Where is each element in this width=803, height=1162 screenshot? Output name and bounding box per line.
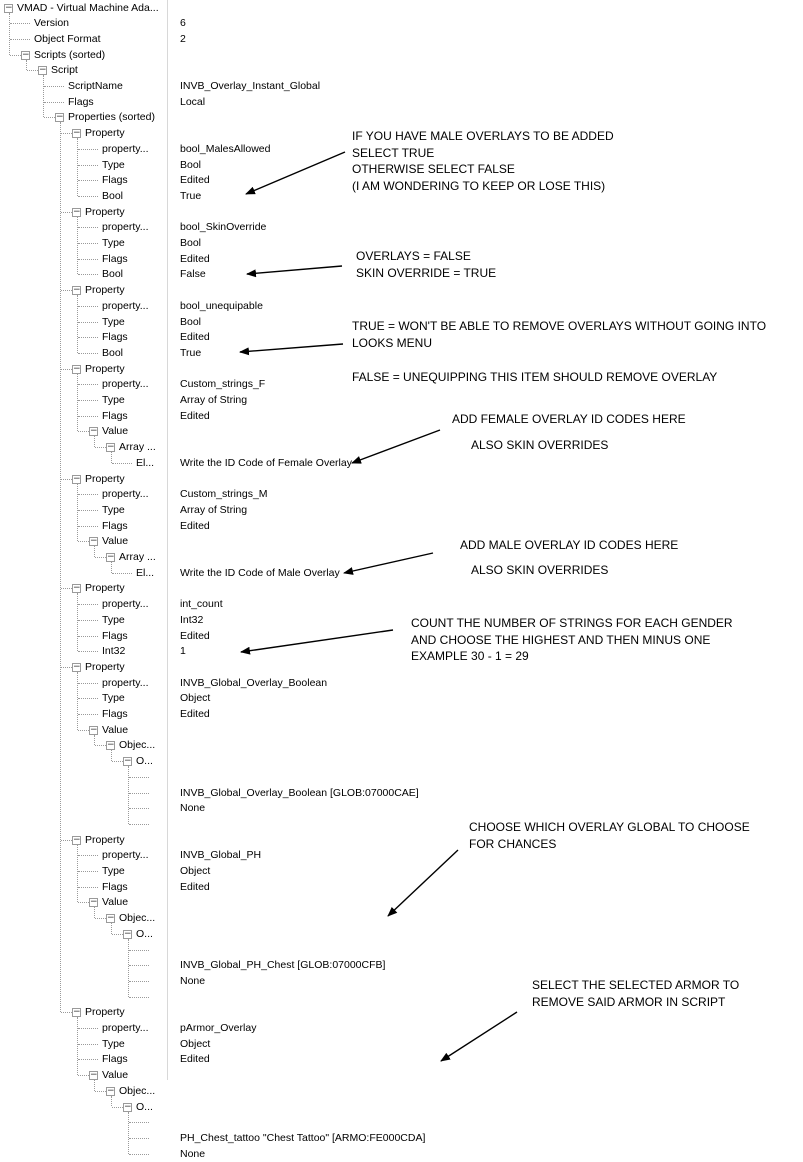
tree-row-value: INVB_Overlay_Instant_Global <box>180 80 321 92</box>
collapse-toggle-icon[interactable]: − <box>124 756 132 767</box>
note-line: EXAMPLE 30 - 1 = 29 <box>411 649 529 663</box>
collapse-toggle-icon[interactable]: − <box>56 112 64 123</box>
tree-row-label: Flags <box>102 252 128 265</box>
note-unequipable-true <box>352 318 766 351</box>
tree-row-label: property... <box>102 598 149 611</box>
tree-connector <box>129 1138 149 1139</box>
note-line: COUNT THE NUMBER OF STRINGS FOR EACH GENDER <box>411 616 733 630</box>
tree-row-label: Bool <box>102 189 124 202</box>
note-males-allowed <box>352 128 614 194</box>
collapse-toggle-icon[interactable]: − <box>73 128 81 139</box>
tree-row-label: Int32 <box>102 645 126 658</box>
tree-row-value: Edited <box>180 331 210 344</box>
tree-row-label: Flags <box>68 95 94 108</box>
note-line: OTHERWISE SELECT FALSE <box>352 162 515 176</box>
note-line: SELECT THE SELECTED ARMOR TO <box>532 978 740 992</box>
tree-row-label: Array ... <box>119 441 156 454</box>
tree-row-value: Edited <box>180 708 210 720</box>
tree-row-value: Custom_strings_F <box>180 378 266 391</box>
tree-row-label: Type <box>102 613 125 626</box>
tree-row-label: Property <box>85 127 125 140</box>
tree-row-label: ScriptName <box>68 80 123 92</box>
note-line: LOOKS MENU <box>352 335 433 350</box>
tree-row-label: Type <box>102 394 125 406</box>
note-line: SKIN OVERRIDE = TRUE <box>356 265 497 280</box>
tree-row-value: Array of String <box>180 394 248 406</box>
tree-row-value: Write the ID Code of Female Overlay <box>180 456 352 469</box>
tree-row-label: Property <box>85 362 125 375</box>
collapse-toggle-icon[interactable]: − <box>90 1070 98 1081</box>
collapse-toggle-icon[interactable]: − <box>90 426 98 437</box>
tree-row-value: Edited <box>180 629 210 642</box>
tree-row-label: Object Format <box>34 32 101 45</box>
note-line: ADD MALE OVERLAY ID CODES HERE <box>460 538 679 552</box>
tree-row-value: Write the ID Code of Male Overlay <box>180 566 340 579</box>
note-int-count <box>411 615 733 665</box>
tree-connector <box>129 1122 149 1123</box>
tree-row-label: Array ... <box>119 551 156 563</box>
tree-row-label: El... <box>136 456 155 469</box>
tree-row[interactable] <box>0 1147 803 1162</box>
note-line: REMOVE SAID ARMOR IN SCRIPT <box>532 994 726 1009</box>
collapse-toggle-icon[interactable]: − <box>73 1007 81 1018</box>
tree-row-value: Edited <box>180 409 210 422</box>
tree-row-value: True <box>180 346 202 359</box>
collapse-toggle-icon[interactable]: − <box>73 285 81 296</box>
tree-row-value: Bool <box>180 158 202 171</box>
tree-row-label: property... <box>102 378 149 391</box>
tree-row-value: Edited <box>180 519 210 532</box>
tree-row-value: bool_MalesAllowed <box>180 142 271 155</box>
tree-row-label: Scripts (sorted) <box>34 48 106 61</box>
tree-row[interactable] <box>0 1115 803 1130</box>
tree-connector <box>112 1107 123 1108</box>
tree-row-label: Objec... <box>119 912 156 925</box>
tree-row-value: INVB_Global_Overlay_Boolean [GLOB:07000CAE] <box>180 786 419 799</box>
tree-row-label: Value <box>102 896 129 909</box>
tree-row-value: Edited <box>180 1053 210 1066</box>
tree-row-label: Value <box>102 1069 129 1082</box>
tree-row-value: INVB_Global_PH_Chest [GLOB:07000CFB] <box>180 959 386 972</box>
tree-row-value: Object <box>180 692 211 705</box>
note-female-ids <box>452 411 686 428</box>
tree-row-value: Custom_strings_M <box>180 488 268 501</box>
note-line: ADD FEMALE OVERLAY ID CODES HERE <box>452 412 686 426</box>
tree-row-value: 2 <box>180 32 186 45</box>
collapse-toggle-icon[interactable]: − <box>90 897 98 908</box>
collapse-toggle-icon[interactable]: − <box>107 1085 115 1096</box>
collapse-toggle-icon[interactable]: − <box>73 363 81 374</box>
collapse-toggle-icon[interactable]: − <box>73 206 81 217</box>
annotation-arrow <box>388 850 458 916</box>
tree-row-value: Edited <box>180 252 210 265</box>
tree-row-label: Flags <box>102 331 128 344</box>
tree-row-label: Type <box>102 503 125 516</box>
note-line: CHOOSE WHICH OVERLAY GLOBAL TO CHOOSE <box>469 820 750 834</box>
tree-row-label: Flags <box>102 1053 128 1066</box>
tree-row-value: None <box>180 802 206 815</box>
note-line: SELECT TRUE <box>352 145 435 160</box>
collapse-toggle-icon[interactable]: − <box>90 724 98 735</box>
note-line: FOR CHANCES <box>469 836 557 851</box>
collapse-toggle-icon[interactable]: − <box>124 928 132 939</box>
tree-row-label: Type <box>102 315 125 328</box>
tree-row-label: Value <box>102 723 129 736</box>
tree-row-value: bool_unequipable <box>180 299 263 312</box>
tree-row-label: Type <box>102 158 125 171</box>
annotation-arrow <box>247 266 342 274</box>
tree-row-label: Flags <box>102 880 128 893</box>
tree-row-label: property... <box>102 299 149 312</box>
collapse-toggle-icon[interactable]: − <box>107 442 115 453</box>
tree-row-value: Object <box>180 1037 211 1050</box>
tree-row-label: Type <box>102 865 125 877</box>
tree-row-label: Type <box>102 692 125 705</box>
tree-connector <box>95 1091 106 1092</box>
note-male-skin <box>471 562 608 579</box>
tree-row-label: Value <box>102 425 129 438</box>
note-line: OVERLAYS = FALSE <box>356 249 471 263</box>
tree-row-value: Bool <box>180 315 202 328</box>
tree-row-label: Property <box>85 284 125 297</box>
tree-row-label: Property <box>85 1006 125 1019</box>
tree-row-label: Script <box>51 64 78 77</box>
note-line: TRUE = WON'T BE ABLE TO REMOVE OVERLAYS WITHOUT GOING INTO <box>352 319 767 333</box>
tree-row-label: property... <box>102 1022 149 1034</box>
tree-row-label: Bool <box>102 346 124 359</box>
tree-row-value: bool_SkinOverride <box>180 221 267 234</box>
tree-row-label: Flags <box>102 708 128 720</box>
tree-row-label: Flags <box>102 629 128 642</box>
tree-row-value: Edited <box>180 174 210 187</box>
tree-row-label: Objec... <box>119 739 156 752</box>
annotation-arrow <box>344 553 433 573</box>
collapse-toggle-icon[interactable]: − <box>107 913 115 924</box>
tree-row-value: int_count <box>180 598 223 611</box>
tree-row[interactable] <box>0 1100 803 1115</box>
annotation-arrow <box>240 344 343 352</box>
tree-row-label: Property <box>85 833 125 846</box>
tree-row-label: Value <box>102 535 129 548</box>
note-line: IF YOU HAVE MALE OVERLAYS TO BE ADDED <box>352 129 614 143</box>
tree-row-label: O... <box>136 1100 153 1113</box>
collapse-toggle-icon[interactable]: − <box>22 49 30 60</box>
note-line: AND CHOOSE THE HIGHEST AND THEN MINUS ONE <box>411 632 711 647</box>
tree-connector <box>129 1154 149 1155</box>
annotation-arrow <box>441 1012 517 1061</box>
tree-row-label: property... <box>102 849 149 862</box>
collapse-toggle-icon[interactable]: − <box>5 2 13 13</box>
note-female-skin <box>471 437 608 454</box>
tree-row-label: Type <box>102 237 125 249</box>
tree-row-label: Flags <box>102 519 128 532</box>
tree-row-value: INVB_Global_PH <box>180 849 262 862</box>
tree-row-value: Array of String <box>180 503 248 516</box>
tree-row-label: El... <box>136 566 155 579</box>
collapse-toggle-icon[interactable]: − <box>73 583 81 594</box>
tree-row-value: None <box>180 974 206 987</box>
note-unequipable-false <box>352 369 717 386</box>
collapse-toggle-icon[interactable]: − <box>73 661 81 672</box>
tree-row-value: 1 <box>180 645 186 658</box>
note-male-ids <box>460 537 678 554</box>
tree-row-value: False <box>180 268 206 281</box>
tree-row-label: O... <box>136 755 153 768</box>
tree-row-value: True <box>180 189 202 202</box>
collapse-toggle-icon[interactable]: − <box>107 552 115 562</box>
tree-row[interactable] <box>0 1131 803 1146</box>
collapse-toggle-icon[interactable]: − <box>90 536 98 547</box>
tree-row-label: VMAD - Virtual Machine Ada... <box>17 1 159 14</box>
collapse-toggle-icon[interactable]: − <box>39 65 47 76</box>
tree-connector <box>94 1080 95 1091</box>
tree-row-value: Int32 <box>180 613 204 626</box>
tree-row-label: Flags <box>102 409 128 422</box>
tree-row-value: pArmor_Overlay <box>180 1022 257 1034</box>
tree-row-label: Property <box>85 660 125 673</box>
tree-connector <box>128 1112 129 1154</box>
tree-row-label: property... <box>102 676 149 689</box>
annotation-arrow <box>246 152 345 194</box>
tree-row-value: Edited <box>180 880 210 893</box>
note-line: ALSO SKIN OVERRIDES <box>471 563 609 577</box>
tree-row-label: Bool <box>102 268 124 281</box>
tree-row-label: Flags <box>102 174 128 187</box>
tree-row-label: property... <box>102 142 149 155</box>
annotation-arrow <box>241 630 393 652</box>
tree-row-label: Version <box>34 17 70 30</box>
tree-row-label: O... <box>136 927 153 940</box>
tree-row-value: Local <box>180 95 206 108</box>
note-line: ALSO SKIN OVERRIDES <box>471 438 609 452</box>
tree-row-value: INVB_Global_Overlay_Boolean <box>180 676 328 689</box>
tree-row-value: PH_Chest_tattoo "Chest Tattoo" [ARMO:FE000CDA] <box>180 1131 426 1144</box>
tree-row-label: Type <box>102 1037 125 1050</box>
note-line: FALSE = UNEQUIPPING THIS ITEM SHOULD REMOVE OVERLAY <box>352 370 718 384</box>
tree-row-label: property... <box>102 488 149 501</box>
tree-row-value: 6 <box>180 17 186 30</box>
tree-row-label: property... <box>102 221 149 234</box>
collapse-toggle-icon[interactable]: − <box>107 740 115 751</box>
tree-row[interactable] <box>0 1084 803 1099</box>
collapse-toggle-icon[interactable]: − <box>73 473 81 484</box>
annotation-arrow <box>352 430 440 463</box>
tree-row-label: Property <box>85 472 125 485</box>
tree-row-label: Objec... <box>119 1084 156 1097</box>
tree-row-value: Bool <box>180 237 202 249</box>
note-line: (I AM WONDERING TO KEEP OR LOSE THIS) <box>352 178 606 193</box>
note-armor <box>532 977 739 1010</box>
tree-row-value: None <box>180 1147 206 1160</box>
tree-row-label: Property <box>85 205 125 218</box>
collapse-toggle-icon[interactable]: − <box>124 1101 132 1112</box>
tree-row-label: Property <box>85 582 125 595</box>
note-overlay-global <box>469 819 750 852</box>
collapse-toggle-icon[interactable]: − <box>73 834 81 845</box>
tree-connector <box>111 1096 112 1107</box>
tree-row-label: Properties (sorted) <box>68 111 155 124</box>
tree-row-value: Object <box>180 865 211 877</box>
note-skin-override <box>356 248 496 281</box>
